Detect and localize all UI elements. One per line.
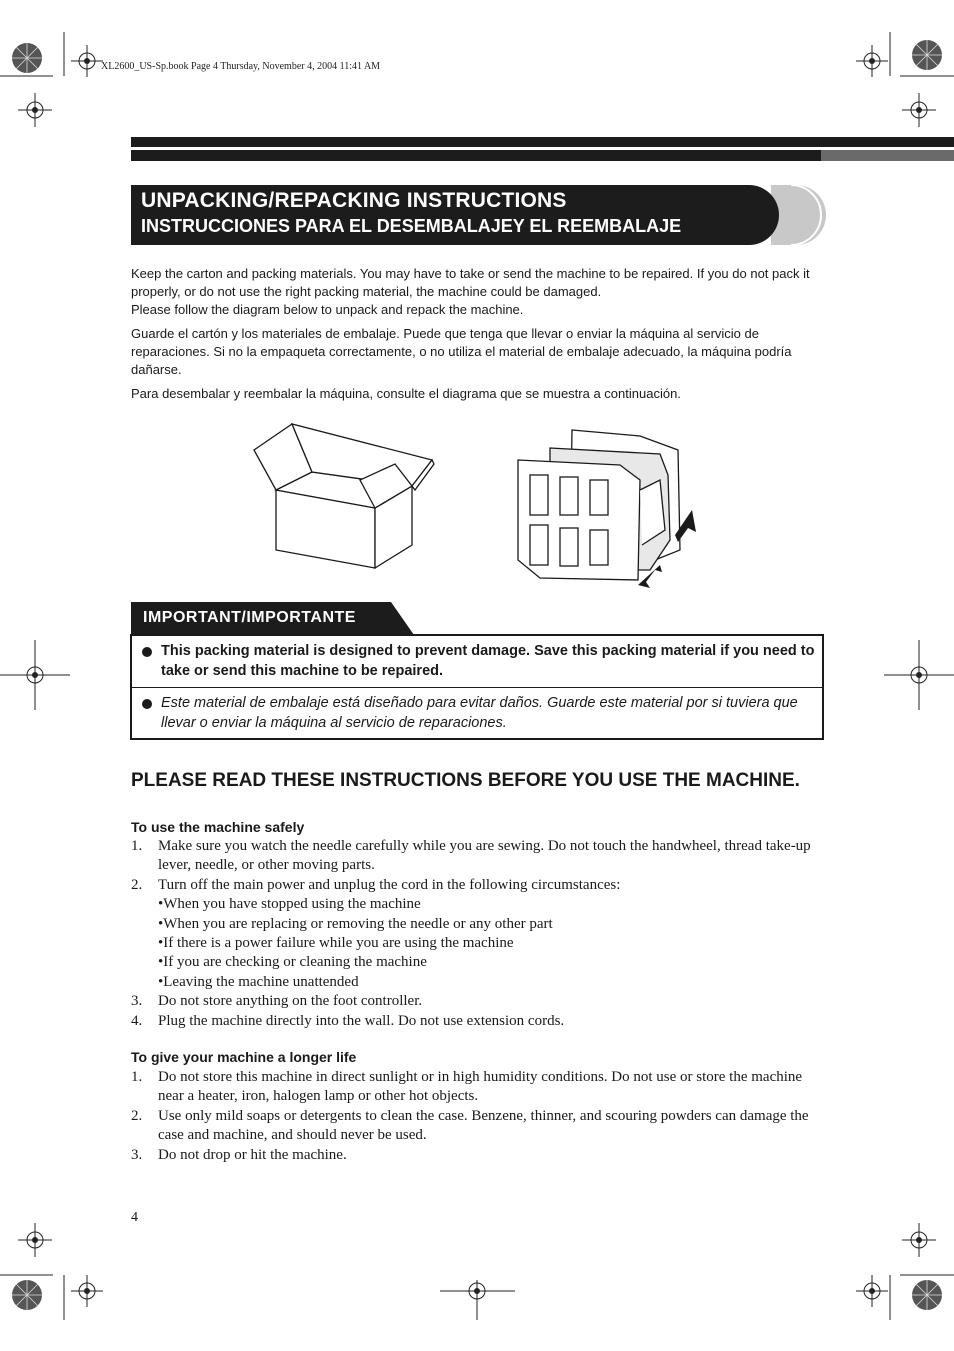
list-item: 2. Turn off the main power and unplug the cord in the following circumstances: •When you have stopped using the machine •When you are replacing or removing the needle or any other part •If there is a power failure while you are using the machine •If you are checking or cleaning the machine •Leaving the machine unattended xyxy=(131,876,821,992)
intro-es-paragraph: Guarde el cartón y los materiales de embalaje. Puede que tenga que llevar o enviar la máquina al servicio de reparaciones. Si no la empaqueta correctamente, o no utiliza el material de embalaje adecuado, la máquina podría dañarse. xyxy=(131,326,792,377)
intro-es-instruction: Para desembalar y reembalar la máquina, consulte el diagrama que se muestra a continuación. xyxy=(131,386,681,401)
page-number: 4 xyxy=(131,1210,138,1225)
sublist-item: •If there is a power failure while you are using the machine xyxy=(158,935,514,952)
carton-box-illustration xyxy=(250,420,440,570)
top-decorative-bar xyxy=(131,137,954,161)
bullet-icon xyxy=(142,699,152,709)
bullet-icon xyxy=(142,647,152,657)
section-heading: PLEASE READ THESE INSTRUCTIONS BEFORE YOU USE THE MACHINE. xyxy=(131,770,800,791)
list-item: 3. Do not drop or hit the machine. xyxy=(131,1146,347,1163)
list-item: 1. Do not store this machine in direct sunlight or in high humidity conditions. Do not use or store the machine near a heater, iron, halogen lamp or other hot objects. xyxy=(131,1069,803,1105)
important-item-es xyxy=(132,688,822,738)
page-title-banner xyxy=(131,185,826,245)
sublist-item: •When you have stopped using the machine xyxy=(158,896,421,913)
list-item: 3. Do not store anything on the foot controller. xyxy=(131,993,423,1010)
page-title: UNPACKING/REPACKING INSTRUCTIONS xyxy=(141,189,567,212)
longer-life-list xyxy=(131,1068,821,1165)
important-text-en: This packing material is designed to prevent damage. Save this packing material if you need to take or send this machine to be repaired. xyxy=(161,643,815,679)
list-item: 1. Make sure you watch the needle carefully while you are sewing. Do not touch the handwheel, thread take-up lever, needle, or other moving parts. xyxy=(131,838,811,874)
sublist-item: •If you are checking or cleaning the machine xyxy=(158,954,427,971)
list-item: 2. Use only mild soaps or detergents to clean the case. Benzene, thinner, and scouring powders can damage the case and machine, and should never be used. xyxy=(131,1107,809,1144)
important-item-en xyxy=(132,636,822,688)
sublist-item: •When you are replacing or removing the needle or any other part xyxy=(158,915,553,932)
page-subtitle: INSTRUCCIONES PARA EL DESEMBALAJEY EL REEMBALAJE xyxy=(141,216,682,236)
packing-material-illustration xyxy=(510,420,700,590)
intro-en-paragraph: Keep the carton and packing materials. You may have to take or send the machine to be repaired. If you do not pack it properly, or do not use the right packing material, the machine could be damaged. xyxy=(131,266,810,299)
sublist-item: •Leaving the machine unattended xyxy=(158,973,359,990)
important-tab xyxy=(131,602,414,635)
longer-life-heading: To give your machine a longer life xyxy=(131,1049,357,1065)
list-item: 4. Plug the machine directly into the wall. Do not use extension cords. xyxy=(131,1012,565,1029)
intro-en-instruction: Please follow the diagram below to unpack and repack the machine. xyxy=(131,302,524,317)
title-box xyxy=(131,185,779,245)
important-text-es: Este material de embalaje está diseñado para evitar daños. Guarde este material por si tuviera que llevar o enviar la máquina al servicio de reparaciones. xyxy=(161,695,798,731)
safety-heading: To use the machine safely xyxy=(131,819,305,835)
safety-list xyxy=(131,837,821,1031)
important-label: IMPORTANT/IMPORTANTE xyxy=(143,609,356,626)
book-header-meta: XL2600_US-Sp.book Page 4 Thursday, November 4, 2004 11:41 AM xyxy=(101,61,381,72)
important-box xyxy=(130,634,824,740)
